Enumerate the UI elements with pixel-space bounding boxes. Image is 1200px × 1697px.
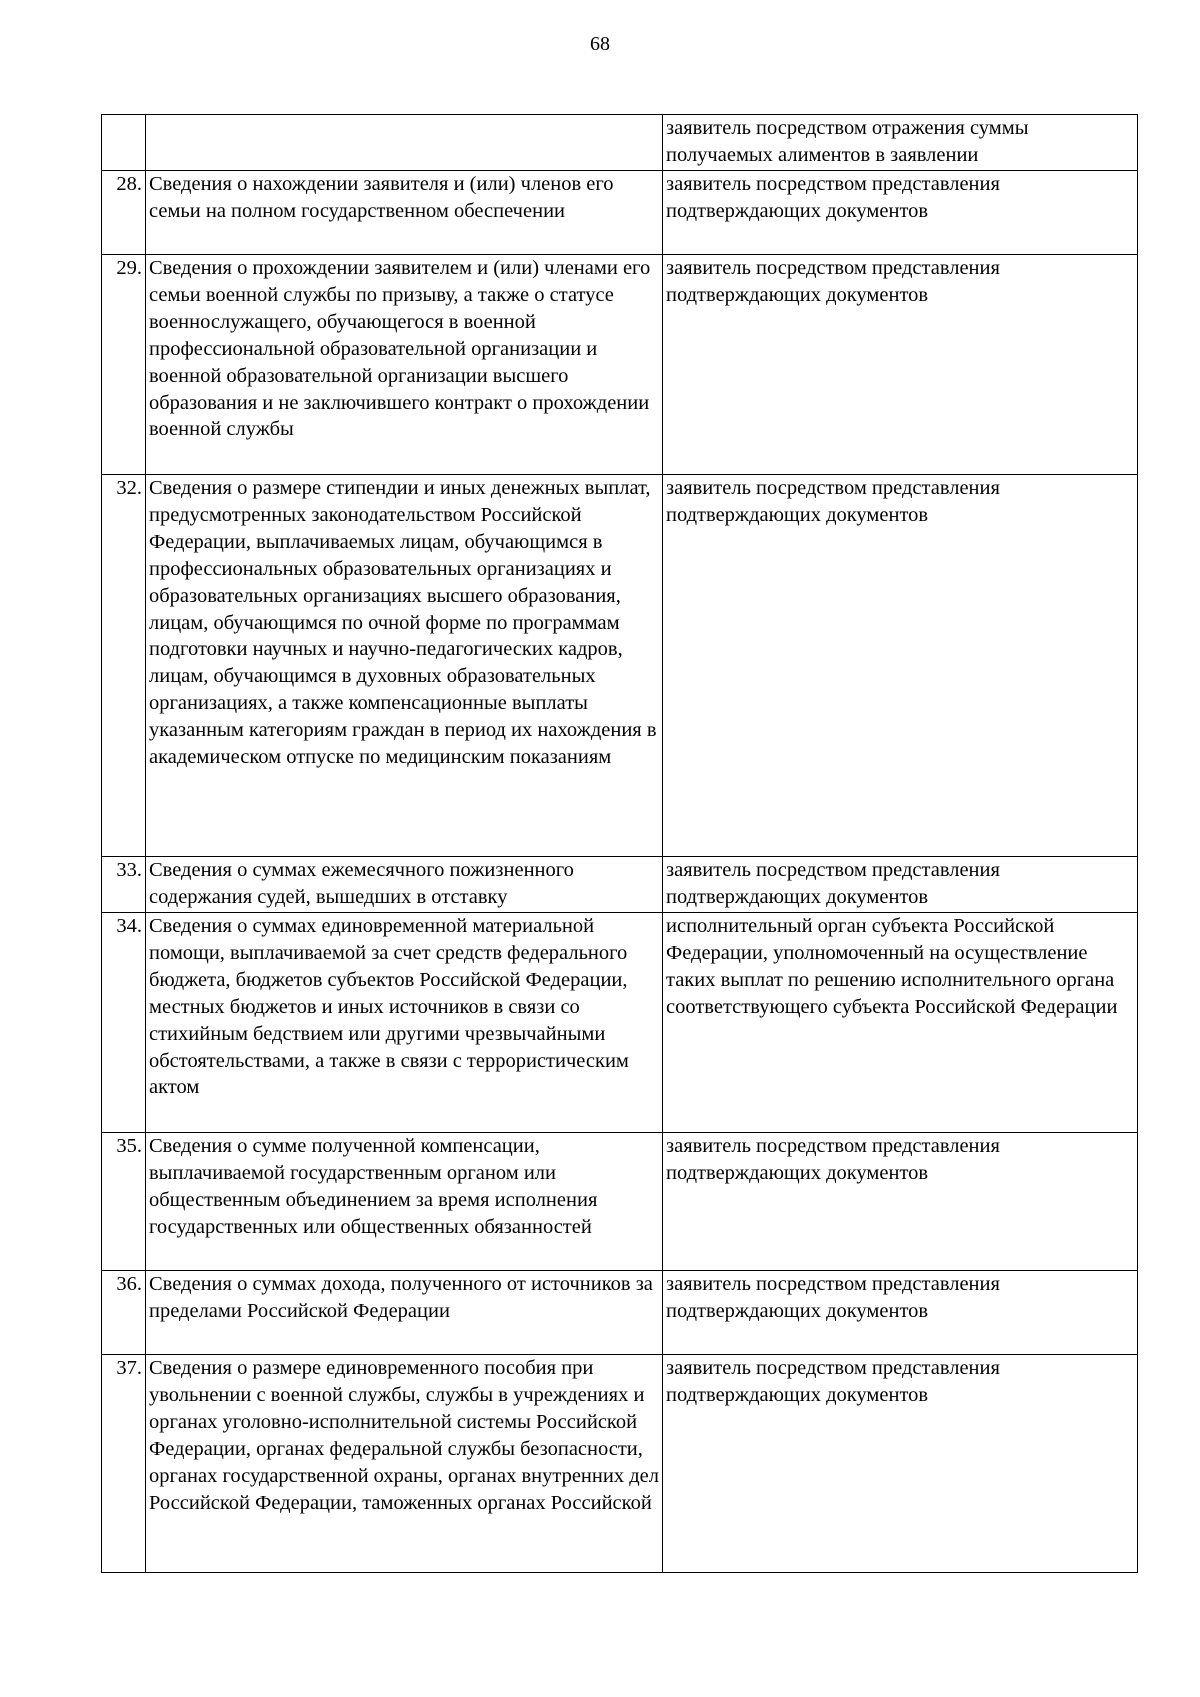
table-row <box>102 1271 1138 1355</box>
row-number <box>102 115 146 171</box>
row-source: заявитель посредством представления подтверждающих документов <box>663 255 1138 475</box>
row-number: 37. <box>102 1355 146 1573</box>
table-row <box>102 1355 1138 1573</box>
row-description: Сведения о размере стипендии и иных денежных выплат, предусмотренных законодательством Российской Федерации, выплачиваемых лицам, обучающимся в профессиональных образовательных организациях и образовательных организациях высшего образования, лицам, обучающимся по очной форме по программам подготовки научных и научно-педагогических кадров, лицам, обучающимся в духовных образовательных организациях, а также компенсационные выплаты указанным категориям граждан в период их нахождения в академическом отпуске по медицинским показаниям <box>146 475 663 857</box>
row-number: 36. <box>102 1271 146 1355</box>
row-description: Сведения о нахождении заявителя и (или) членов его семьи на полном государственном обеспечении <box>146 171 663 255</box>
row-description <box>146 115 663 171</box>
row-source: заявитель посредством отражения суммы получаемых алиментов в заявлении <box>663 115 1138 171</box>
row-source: заявитель посредством представления подтверждающих документов <box>663 857 1138 913</box>
table-row <box>102 171 1138 255</box>
row-source: заявитель посредством представления подтверждающих документов <box>663 1133 1138 1271</box>
row-source: заявитель посредством представления подтверждающих документов <box>663 475 1138 857</box>
row-source: заявитель посредством представления подтверждающих документов <box>663 171 1138 255</box>
row-source: заявитель посредством представления подтверждающих документов <box>663 1355 1138 1573</box>
table-row <box>102 475 1138 857</box>
row-number: 33. <box>102 857 146 913</box>
row-number: 34. <box>102 913 146 1133</box>
row-description: Сведения о прохождении заявителем и (или) членами его семьи военной службы по призыву, а также о статусе военнослужащего, обучающегося в военной профессиональной образовательной организации и военной образовательной организации высшего образования и не заключившего контракт о прохождении военной службы <box>146 255 663 475</box>
row-description: Сведения о суммах единовременной материальной помощи, выплачиваемой за счет средств федерального бюджета, бюджетов субъектов Российской Федерации, местных бюджетов и иных источников в связи со стихийным бедствием или другими чрезвычайными обстоятельствами, а также в связи с террористическим актом <box>146 913 663 1133</box>
table-row <box>102 913 1138 1133</box>
row-description: Сведения о сумме полученной компенсации, выплачиваемой государственным органом или общественным объединением за время исполнения государственных или общественных обязанностей <box>146 1133 663 1271</box>
table-row <box>102 255 1138 475</box>
row-number: 28. <box>102 171 146 255</box>
row-description: Сведения о суммах дохода, полученного от источников за пределами Российской Федерации <box>146 1271 663 1355</box>
data-table <box>101 114 1138 1573</box>
row-source: исполнительный орган субъекта Российской Федерации, уполномоченный на осуществление таких выплат по решению исполнительного органа соответствующего субъекта Российской Федерации <box>663 913 1138 1133</box>
table-row <box>102 857 1138 913</box>
table-row <box>102 115 1138 171</box>
row-description: Сведения о суммах ежемесячного пожизненного содержания судей, вышедших в отставку <box>146 857 663 913</box>
page-number: 68 <box>590 33 610 55</box>
row-number: 35. <box>102 1133 146 1271</box>
row-number: 29. <box>102 255 146 475</box>
row-source: заявитель посредством представления подтверждающих документов <box>663 1271 1138 1355</box>
table-row <box>102 1133 1138 1271</box>
row-description: Сведения о размере единовременного пособия при увольнении с военной службы, службы в учреждениях и органах уголовно-исполнительной системы Российской Федерации, органах федеральной службы безопасности, органах государственной охраны, органах внутренних дел Российской Федерации, таможенных органах Российской <box>146 1355 663 1573</box>
row-number: 32. <box>102 475 146 857</box>
